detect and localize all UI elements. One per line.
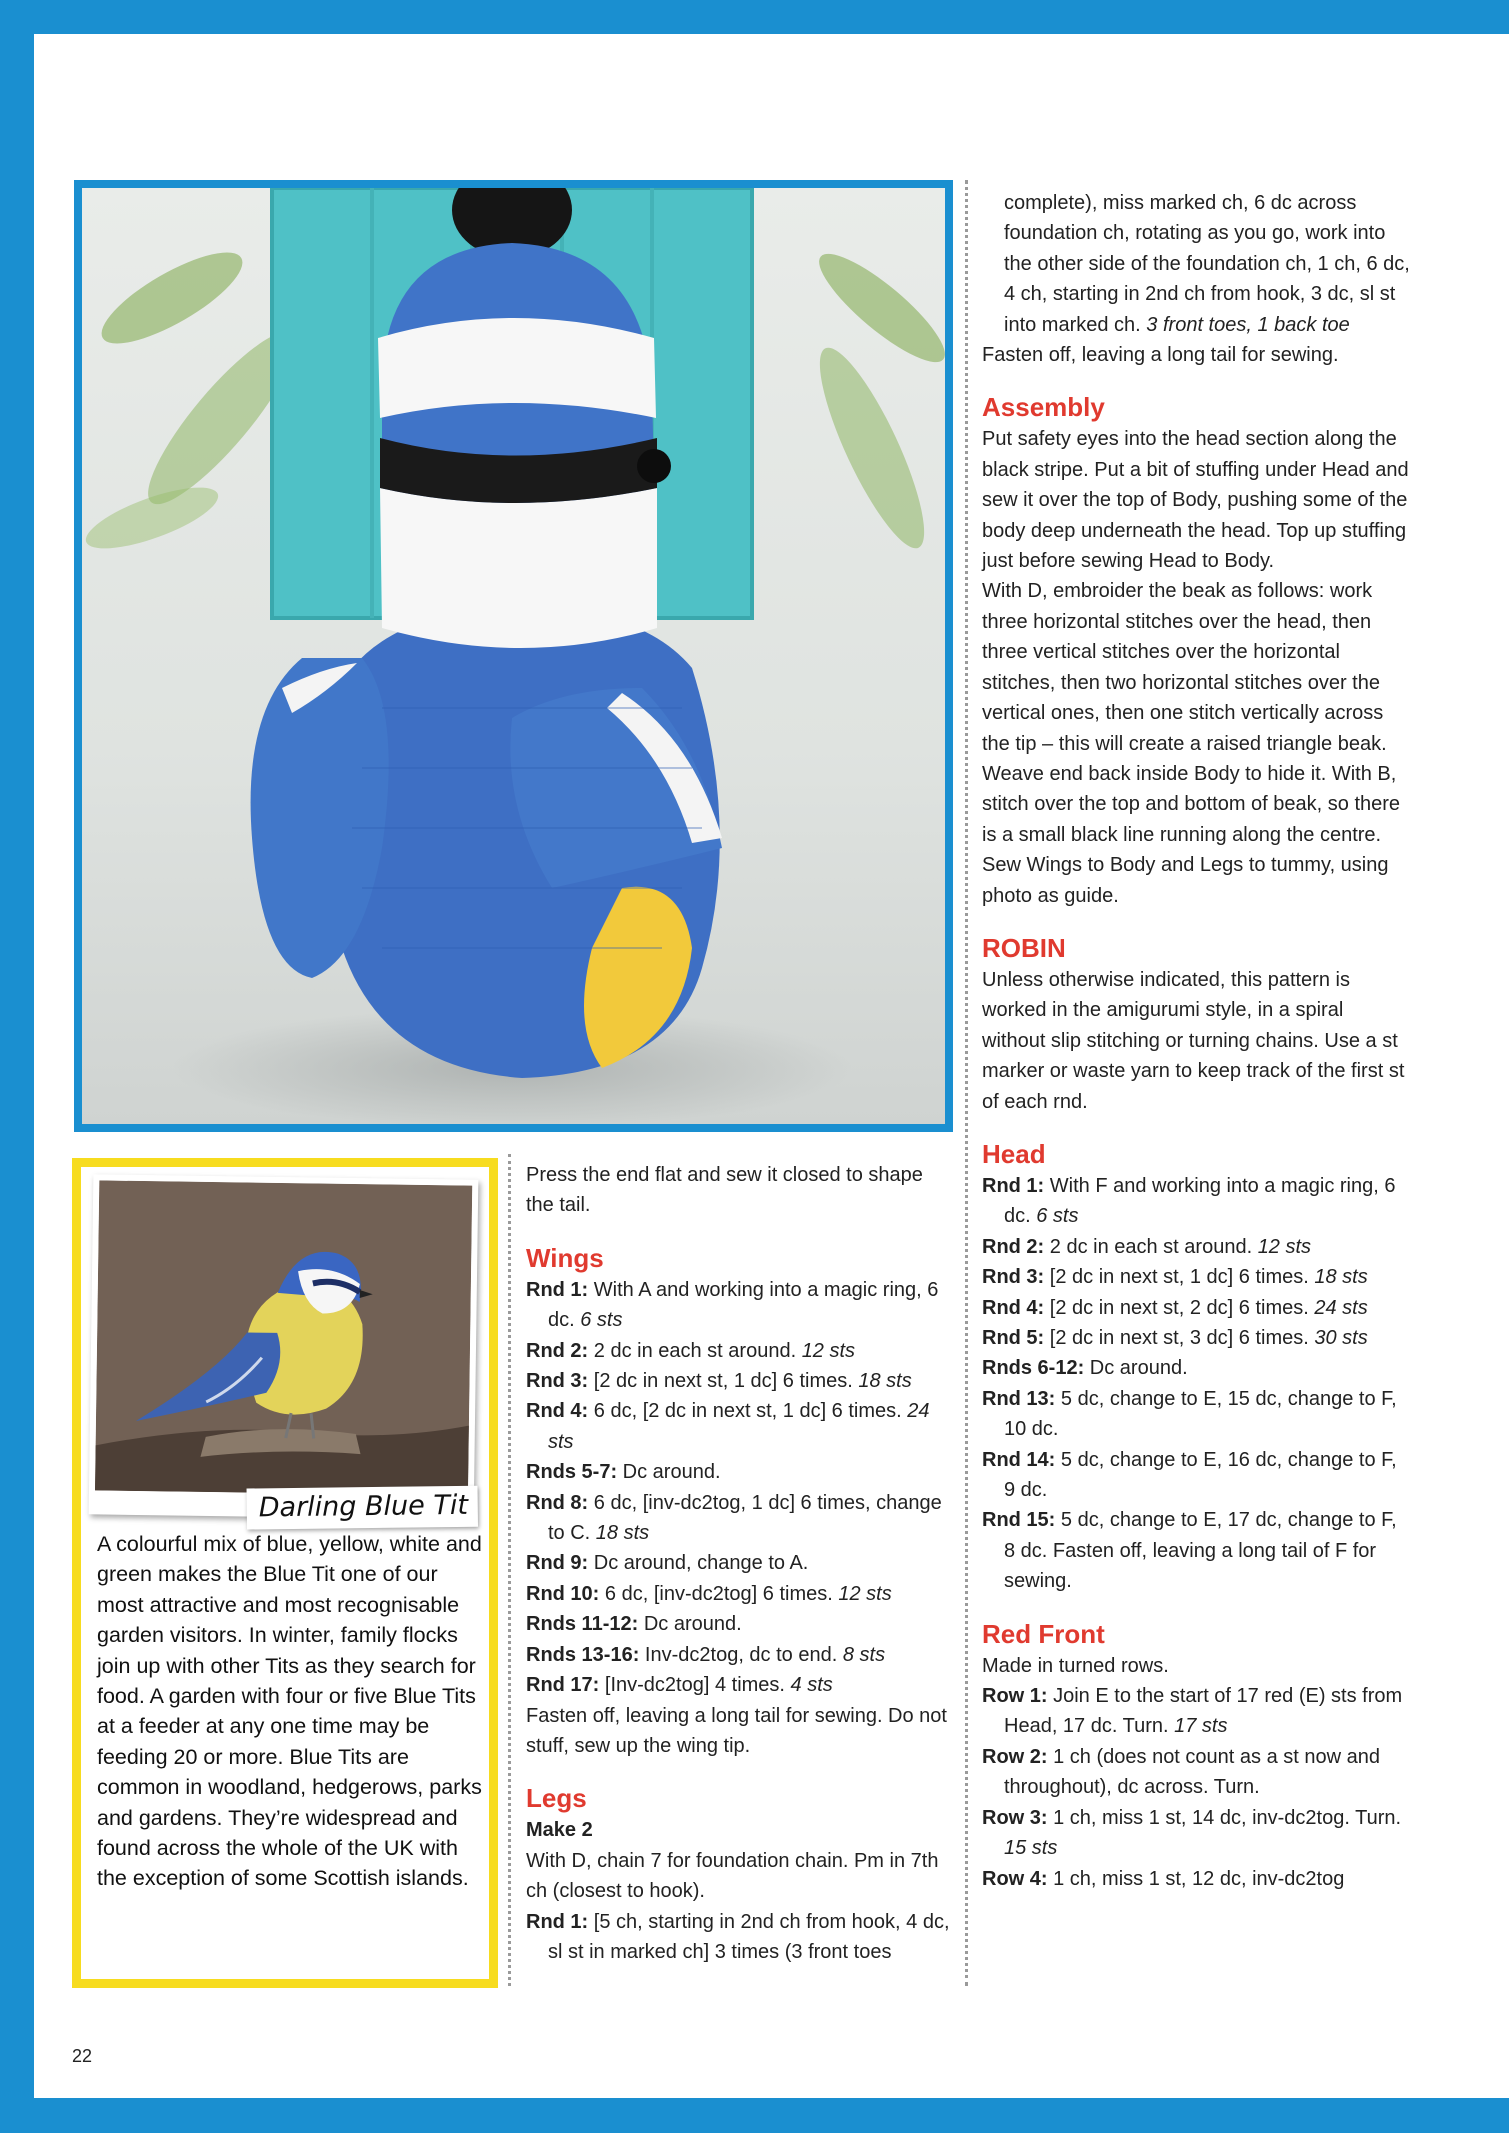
legs-make-count: Make 2	[526, 1819, 593, 1842]
row-label: Rnd 2:	[526, 1339, 589, 1362]
row-text: [2 dc in next st, 1 dc] 6 times.	[588, 1370, 859, 1393]
stitch-count: 4 sts	[790, 1674, 833, 1697]
tail-instruction: Press the end flat and sew it closed to shape the tail.	[526, 1164, 923, 1217]
legs-fasten-off: Fasten off, leaving a long tail for sewing.	[982, 344, 1339, 367]
stitch-count: 12 sts	[1257, 1235, 1312, 1258]
pattern-row	[526, 1579, 956, 1609]
row-text: 1 ch (does not count as a st now and throughout), dc across. Turn.	[1004, 1745, 1380, 1799]
pattern-row	[526, 1336, 956, 1366]
section-heading-head: Head	[982, 1138, 1046, 1169]
wings-rounds	[526, 1275, 956, 1701]
column-divider	[508, 1154, 511, 1986]
stitch-count: 6 sts	[1036, 1205, 1079, 1228]
row-label: Row 3:	[982, 1806, 1048, 1829]
row-label: Rnds 11-12:	[526, 1613, 639, 1636]
pattern-row	[982, 1445, 1412, 1506]
page-number: 22	[72, 2046, 93, 2066]
row-label: Rnd 1:	[982, 1174, 1045, 1197]
row-text: [Inv-dc2tog] 4 times.	[599, 1674, 791, 1697]
assembly-paragraph-2: With D, embroider the beak as follows: work three horizontal stitches over the head, then three vertical stitches over the horizontal stitches, then two horizontal stitches over the vertical ones, then one stitch vertically across the tip – this will create a raised triangle beak. Weave end back inside Body to hide it. With B, stitch over the top and bottom of beak, so there is a small black line running along the centre. Sew Wings to Body and Legs to tummy, using photo as guide.	[982, 580, 1401, 907]
row-label: Rnds 13-16:	[526, 1643, 640, 1666]
stitch-count: 18 sts	[595, 1522, 650, 1545]
row-label: Row 4:	[982, 1867, 1048, 1890]
pattern-row	[982, 1803, 1412, 1864]
pattern-column-3	[982, 188, 1412, 1894]
pattern-row	[526, 1907, 956, 1968]
stitch-count: 18 sts	[1314, 1266, 1368, 1289]
row-label: Rnd 10:	[526, 1582, 600, 1605]
section-heading-legs: Legs	[526, 1783, 587, 1814]
row-text: 5 dc, change to E, 16 dc, change to F, 9 dc.	[1004, 1448, 1397, 1502]
row-label: Rnd 1:	[526, 1278, 589, 1301]
section-heading-assembly: Assembly	[982, 392, 1105, 423]
row-label: Rnds 5-7:	[526, 1461, 618, 1484]
row-text: complete), miss marked ch, 6 dc across foundation ch, rotating as you go, work into the other side of the foundation ch, 1 ch, 6 dc, 4 ch, starting in 2nd ch from hook, 3 dc, sl st into marked ch.	[1004, 192, 1410, 336]
row-label: Rnd 3:	[982, 1266, 1045, 1289]
legs-continuation	[982, 188, 1412, 340]
pattern-row	[982, 1681, 1412, 1742]
row-text: Dc around, change to A.	[588, 1552, 809, 1575]
row-label: Rnd 9:	[526, 1552, 589, 1575]
row-text: 6 dc, [2 dc in next st, 1 dc] 6 times.	[588, 1400, 908, 1423]
row-text: 2 dc in each st around.	[1044, 1235, 1258, 1258]
pattern-row	[982, 1232, 1412, 1262]
stitch-count: 24 sts	[548, 1400, 930, 1453]
row-text: 6 dc, [inv-dc2tog, 1 dc] 6 times, change to C.	[548, 1491, 942, 1545]
pattern-row	[982, 1505, 1412, 1596]
row-text: With F and working into a magic ring, 6 dc.	[1004, 1174, 1396, 1228]
stitch-count: 12 sts	[838, 1582, 892, 1605]
stitch-count: 30 sts	[1314, 1327, 1368, 1349]
row-label: Rnd 4:	[982, 1296, 1045, 1319]
stitch-count: 15 sts	[1004, 1837, 1058, 1860]
pattern-row	[982, 1864, 1412, 1894]
row-label: Rnd 8:	[526, 1491, 589, 1514]
pattern-row	[982, 1384, 1412, 1445]
stitch-count: 12 sts	[801, 1339, 856, 1362]
section-heading-wings: Wings	[526, 1242, 604, 1273]
pattern-row	[982, 1353, 1412, 1383]
row-label: Rnd 2:	[982, 1235, 1045, 1258]
pattern-row	[982, 1323, 1412, 1353]
pattern-row	[526, 1640, 956, 1670]
row-text: Join E to the start of 17 red (E) sts from Head, 17 dc. Turn.	[1004, 1685, 1403, 1738]
stitch-count: 18 sts	[858, 1370, 912, 1393]
row-text: Dc around.	[617, 1461, 721, 1484]
row-label: Rnd 3:	[526, 1370, 589, 1393]
row-text: [2 dc in next st, 1 dc] 6 times.	[1044, 1266, 1315, 1289]
row-label: Rnd 4:	[526, 1400, 589, 1423]
head-rounds	[982, 1171, 1412, 1597]
pattern-row	[526, 1457, 956, 1487]
sidebar-box	[72, 1158, 498, 1988]
photo-caption: Darling Blue Tit	[246, 1486, 478, 1530]
pattern-row	[526, 1488, 956, 1549]
section-heading-red-front: Red Front	[982, 1618, 1105, 1649]
pattern-row	[526, 1609, 956, 1639]
pattern-row	[526, 1670, 956, 1700]
row-text: [2 dc in next st, 3 dc] 6 times.	[1044, 1327, 1315, 1349]
pattern-row	[982, 1171, 1412, 1232]
row-text: Inv-dc2tog, dc to end.	[639, 1643, 843, 1666]
pattern-row	[526, 1275, 956, 1336]
row-label: Rnds 6-12:	[982, 1357, 1085, 1380]
stitch-count: 6 sts	[580, 1309, 623, 1332]
stitch-count: 8 sts	[842, 1643, 886, 1666]
row-label: Rnd 1:	[526, 1910, 589, 1933]
row-label: Row 2:	[982, 1745, 1048, 1768]
assembly-paragraph-1: Put safety eyes into the head section along the black stripe. Put a bit of stuffing under Head and sew it over the top of Body, pushing some of the body deep underneath the head. Top up stuffing just before sewing Head to Body.	[982, 428, 1409, 573]
row-label: Rnd 17:	[526, 1674, 600, 1697]
pattern-row	[526, 1396, 956, 1457]
column-divider	[965, 180, 968, 1986]
row-label: Row 1:	[982, 1685, 1048, 1708]
sidebar-text: A colourful mix of blue, yellow, white and green makes the Blue Tit one of our most attractive and most recognisable garden visitors. In winter, family flocks join up with other Tits as they search for food. A garden with four or five Blue Tits at a feeder at any one time may be feeding 20 or more. Blue Tits are common in woodland, hedgerows, parks and gardens. They’re widespread and found across the whole of the UK with the exception of some Scottish islands.	[97, 1532, 482, 1891]
row-text: Dc around.	[638, 1613, 742, 1636]
pattern-column-2	[526, 1160, 956, 1967]
row-text: With A and working into a magic ring, 6 dc.	[548, 1278, 939, 1332]
pattern-row	[982, 1742, 1412, 1803]
pattern-row	[982, 1293, 1412, 1323]
pattern-row	[526, 1548, 956, 1578]
row-label: Rnd 15:	[982, 1509, 1056, 1532]
section-heading-robin: ROBIN	[982, 932, 1066, 963]
row-text: 5 dc, change to E, 15 dc, change to F, 10 dc.	[1004, 1387, 1397, 1441]
row-text: 1 ch, miss 1 st, 14 dc, inv-dc2tog. Turn.	[1047, 1806, 1402, 1829]
row-text: Dc around.	[1084, 1357, 1188, 1380]
main-photo	[74, 180, 953, 1132]
stitch-count: 3 front toes, 1 back toe	[1146, 313, 1350, 336]
row-text: [2 dc in next st, 2 dc] 6 times.	[1044, 1296, 1315, 1319]
robin-intro: Unless otherwise indicated, this pattern is worked in the amigurumi style, in a spiral without slip stitching or turning chains. Use a st marker or waste yarn to keep track of the first st of each rnd.	[982, 968, 1405, 1113]
pattern-row	[982, 1262, 1412, 1292]
row-text: 6 dc, [inv-dc2tog] 6 times.	[599, 1582, 839, 1605]
row-label: Rnd 13:	[982, 1387, 1056, 1410]
blue-tit-polaroid	[89, 1174, 479, 1524]
crochet-blue-tit-illustration	[82, 188, 945, 1124]
stitch-count: 24 sts	[1314, 1296, 1368, 1319]
row-label: Rnd 5:	[982, 1327, 1045, 1349]
row-text: 2 dc in each st around.	[588, 1339, 802, 1362]
red-front-intro: Made in turned rows.	[982, 1654, 1169, 1677]
stitch-count: 17 sts	[1174, 1715, 1228, 1738]
row-text: 1 ch, miss 1 st, 12 dc, inv-dc2tog	[1047, 1867, 1345, 1890]
blue-tit-photo	[95, 1180, 472, 1495]
red-front-rows	[982, 1681, 1412, 1894]
wings-fasten-off: Fasten off, leaving a long tail for sewing. Do not stuff, sew up the wing tip.	[526, 1704, 947, 1757]
pattern-row	[526, 1366, 956, 1396]
row-label: Rnd 14:	[982, 1448, 1056, 1471]
row-text: 5 dc, change to E, 17 dc, change to F, 8 dc. Fasten off, leaving a long tail of F for sewing.	[1004, 1509, 1397, 1593]
row-text: [5 ch, starting in 2nd ch from hook, 4 dc, sl st in marked ch] 3 times (3 front toes	[548, 1910, 950, 1963]
legs-intro: With D, chain 7 for foundation chain. Pm in 7th ch (closest to hook).	[526, 1849, 939, 1903]
